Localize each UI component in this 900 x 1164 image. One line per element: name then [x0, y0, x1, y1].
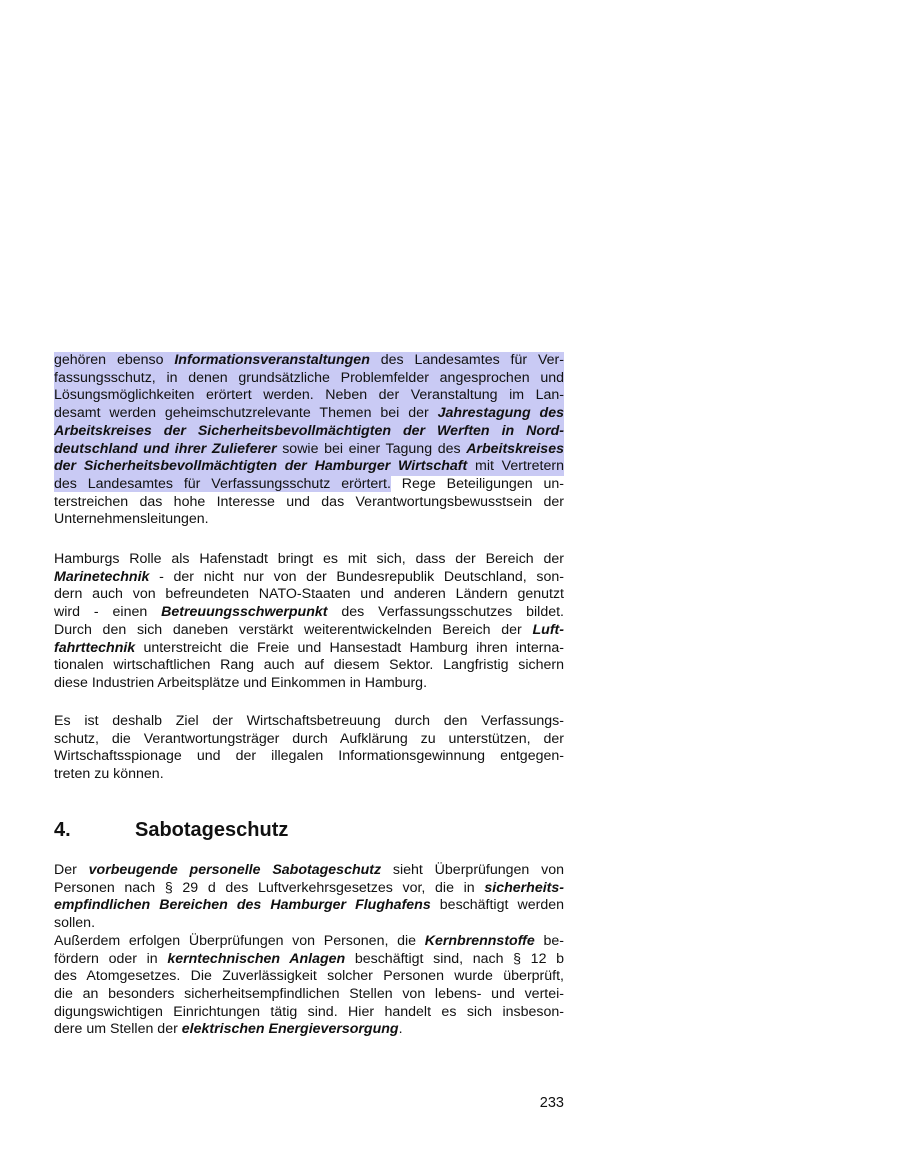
text-run: . — [398, 1021, 403, 1038]
text-run: beschäftigt sind, nach § 12 b — [345, 950, 564, 967]
text-run: die an besonders sicherheitsempfindlichen Stellen von lebens- und vertei- — [54, 985, 564, 1002]
text-line — [54, 862, 564, 880]
text-run: terstreichen das hohe Interesse und das Verantwortungsbewusstsein der — [54, 493, 564, 510]
paragraph-text — [54, 551, 564, 693]
emphasized-term: vorbeugende personelle Sabotageschutz — [88, 862, 382, 878]
text-run: digungswichtigen Einrichtungen tätig sind. Hier handelt es sich insbeson- — [54, 1003, 564, 1020]
paragraph-text — [54, 862, 564, 1039]
paragraph-4 — [54, 862, 564, 1039]
text-run: desamt werden geheimschutzrelevante Themen bei der — [54, 405, 438, 422]
section-heading — [54, 818, 288, 842]
text-run: Hamburgs Rolle als Hafenstadt bringt es mit sich, dass der Bereich der — [54, 551, 564, 567]
text-run: be- — [534, 932, 564, 949]
emphasized-term: Luft- — [532, 621, 564, 638]
text-line — [54, 880, 564, 898]
section-title: Sabotageschutz — [135, 819, 289, 841]
text-run: Durch den sich daneben verstärkt weiterentwickelnden Bereich der — [54, 621, 533, 638]
text-run: des Verfassungsschutzes bildet. — [327, 604, 564, 621]
text-run: Wirtschaftsspionage und der illegalen Informationsgewinnung entgegen- — [54, 748, 564, 765]
text-line — [54, 675, 564, 693]
text-run: sowie bei einer Tagung des — [276, 440, 467, 457]
text-run: schutz, die Verantwortungsträger durch Aufklärung zu unterstützen, der — [54, 730, 564, 747]
paragraph-3 — [54, 713, 564, 784]
text-run: dere um Stellen der — [54, 1021, 182, 1038]
text-line — [54, 968, 564, 986]
text-run: diese Industrien Arbeitsplätze und Einkommen in Hamburg. — [54, 674, 428, 691]
text-line — [54, 933, 564, 951]
text-line — [54, 405, 564, 423]
emphasized-term: Jahrestagung des — [437, 405, 564, 422]
text-line — [54, 494, 564, 512]
text-line — [54, 352, 564, 370]
text-run: Rege Beteiligungen un- — [390, 475, 564, 492]
text-run: mit Vertretern — [467, 458, 564, 475]
paragraph-text — [54, 352, 564, 529]
text-line — [54, 1004, 564, 1022]
paragraph-2 — [54, 551, 564, 693]
text-line — [54, 640, 564, 658]
emphasized-term: Marinetechnik — [54, 568, 150, 585]
text-line — [54, 897, 564, 915]
paragraph-text — [54, 713, 564, 784]
text-line — [54, 1021, 564, 1039]
text-line — [54, 586, 564, 604]
page-number: 233 — [539, 1095, 564, 1111]
emphasized-term: empfindlichen Bereichen des Hamburger Flughafens — [54, 897, 431, 914]
text-line — [54, 915, 564, 933]
text-line — [54, 713, 564, 731]
text-run: fördern oder in — [54, 950, 168, 967]
text-line — [54, 604, 564, 622]
text-run: - der nicht nur von der Bundesrepublik Deutschland, son- — [149, 568, 564, 585]
emphasized-term: Arbeitskreises — [466, 440, 564, 457]
emphasized-term: Informationsveranstaltungen — [174, 352, 370, 368]
text-run: gehören ebenso — [54, 352, 175, 368]
text-line — [54, 569, 564, 587]
text-line — [54, 748, 564, 766]
text-run: des Landesamtes für Verfassungsschutz erörtert. — [54, 475, 391, 492]
text-line — [54, 387, 564, 405]
text-run: beschäftigt werden — [430, 897, 564, 914]
text-run: wird - einen — [54, 604, 162, 621]
emphasized-term: Kernbrennstoffe — [424, 932, 535, 949]
text-run: sollen. — [54, 915, 96, 932]
text-line — [54, 458, 564, 476]
text-line — [54, 370, 564, 388]
text-line — [54, 951, 564, 969]
text-line — [54, 423, 564, 441]
text-line — [54, 441, 564, 459]
emphasized-term: deutschland und ihrer Zulieferer — [54, 440, 277, 457]
text-run: Außerdem erfolgen Überprüfungen von Personen, die — [54, 932, 425, 949]
text-line — [54, 622, 564, 640]
text-line — [54, 766, 564, 784]
text-run: Personen nach § 29 d des Luftverkehrsgesetzes vor, die in — [54, 879, 485, 896]
text-line — [54, 476, 564, 494]
text-run: dern auch von befreundeten NATO-Staaten und anderen Ländern genutzt — [54, 586, 564, 603]
text-run: tionalen wirtschaftlichen Rang auch auf diesem Sektor. Langfristig sichern — [54, 657, 564, 674]
text-run: sieht Überprüfungen von — [381, 862, 564, 878]
text-line — [54, 731, 564, 749]
text-line — [54, 551, 564, 569]
emphasized-term: elektrischen Energieversorgung — [181, 1021, 399, 1038]
text-run: unterstreicht die Freie und Hansestadt Hamburg ihren interna- — [135, 639, 564, 656]
text-run: Lösungsmöglichkeiten erörtert werden. Neben der Veranstaltung im Lan- — [54, 387, 564, 404]
emphasized-term: der Sicherheitsbevollmächtigten der Hamburger Wirtschaft — [54, 458, 468, 475]
section-number: 4. — [54, 819, 71, 841]
text-run: Es ist deshalb Ziel der Wirtschaftsbetreuung durch den Verfassungs- — [54, 713, 564, 729]
text-line — [54, 986, 564, 1004]
text-line — [54, 511, 564, 529]
text-run: Der — [54, 862, 89, 878]
emphasized-term: sicherheits- — [484, 879, 564, 896]
emphasized-term: Betreuungsschwerpunkt — [161, 604, 328, 621]
text-run: fassungsschutz, in denen grundsätzliche Problemfelder angesprochen und — [54, 369, 564, 386]
text-line — [54, 657, 564, 675]
text-run: des Atomgesetzes. Die Zuverlässigkeit solcher Personen wurde überprüft, — [54, 968, 564, 985]
emphasized-term: Arbeitskreises der Sicherheitsbevollmächtigten der Werften in Nord- — [54, 422, 564, 439]
emphasized-term: kerntechnischen Anlagen — [167, 950, 346, 967]
emphasized-term: fahrttechnik — [54, 639, 136, 656]
text-run: treten zu können. — [54, 766, 164, 783]
text-run: des Landesamtes für Ver- — [369, 352, 564, 368]
text-run: Unternehmensleitungen. — [54, 511, 209, 528]
paragraph-1 — [54, 352, 564, 529]
